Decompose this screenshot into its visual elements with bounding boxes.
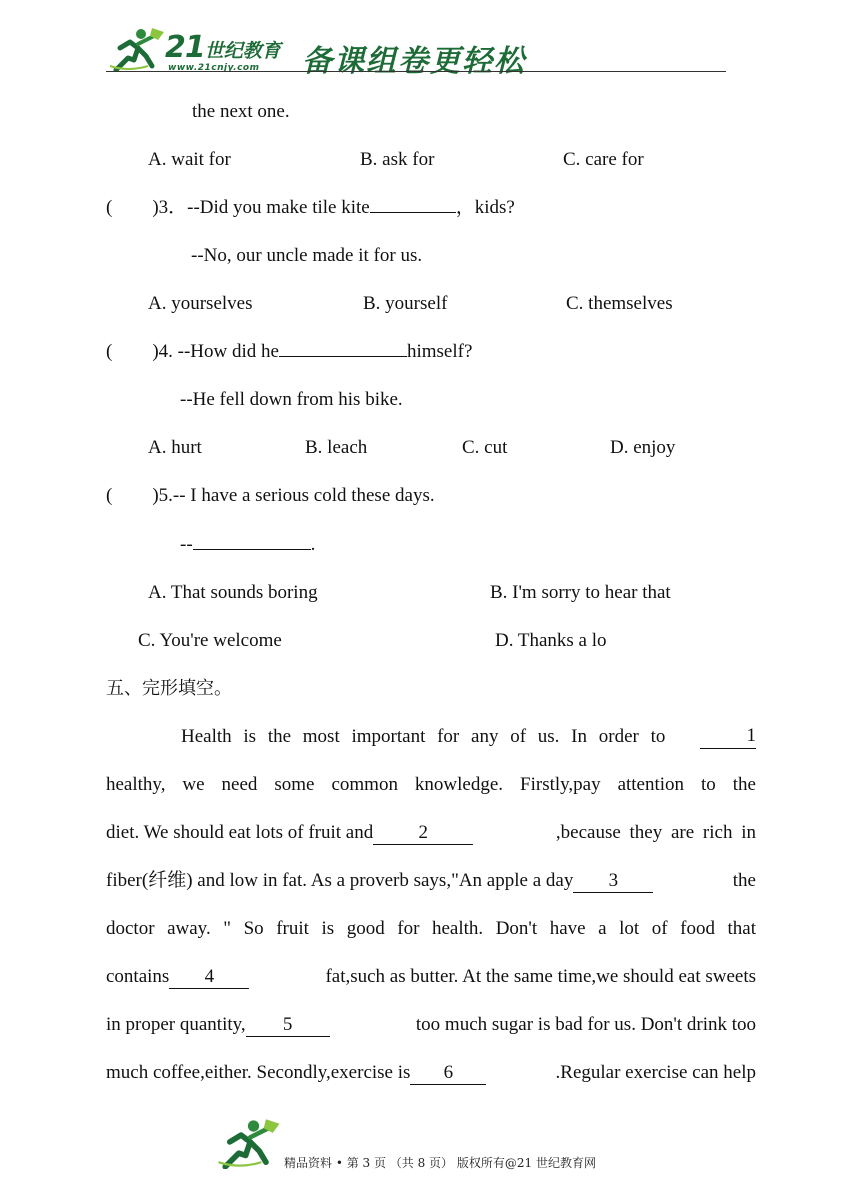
- q2-option-b: B. ask for: [360, 149, 435, 170]
- q4-option-a: A. hurt: [148, 437, 202, 458]
- brand-url: www.21cnjy.com: [168, 63, 260, 73]
- q3-prefix: )3．--Did you make tile kite: [152, 197, 370, 218]
- passage-text: diet. We should eat lots of fruit and: [106, 822, 374, 843]
- blank-1: 1: [700, 725, 756, 749]
- q3-blank: [370, 212, 456, 213]
- passage-text: the: [732, 870, 756, 891]
- q5-option-d: D. Thanks a lo: [495, 630, 607, 651]
- q4-option-c: C. cut: [462, 437, 508, 458]
- passage-text: contains: [106, 966, 170, 987]
- passage-line-6: [106, 965, 756, 989]
- passage-line-2: healthy, we need some common knowledge. Firstly,pay attention to the: [106, 774, 756, 795]
- q3-reply: --No, our uncle made it for us.: [191, 245, 423, 266]
- q5-reply-suffix: .: [310, 534, 316, 555]
- brand-mark: [165, 30, 281, 65]
- q3-suffix: ，kids?: [455, 197, 515, 218]
- passage-line-3: [106, 821, 756, 845]
- q4-paren-open: (: [106, 341, 113, 362]
- q4-prefix: )4. --How did he: [152, 341, 279, 362]
- q5-blank: [193, 549, 311, 550]
- passage-text: Health is the most important for any of us. In order to: [181, 726, 666, 747]
- footer-text: 精品资料 • 第 3 页 （共 8 页） 版权所有@21 世纪教育网: [284, 1156, 596, 1170]
- q5-paren-open: (: [106, 485, 113, 506]
- passage-line-4: [106, 869, 756, 893]
- q5-option-a: A. That sounds boring: [148, 582, 318, 603]
- q5-reply-prefix: --: [180, 534, 193, 555]
- q4-suffix: himself?: [406, 341, 473, 362]
- q4-blank: [279, 356, 407, 357]
- q3-option-a: A. yourselves: [148, 293, 253, 314]
- runner-logo-icon: [108, 26, 166, 72]
- q4-option-b: B. leach: [305, 437, 368, 458]
- footer-runner-logo-icon: [216, 1117, 282, 1169]
- q2-option-a: A. wait for: [148, 149, 231, 170]
- blank-4: 4: [169, 966, 249, 989]
- q5-prefix: )5.-- I have a serious cold these days.: [152, 485, 435, 506]
- passage-text: fat,such as butter. At the same time,we should eat sweets: [325, 966, 756, 987]
- passage-text: ,because they are rich in: [555, 822, 756, 843]
- header-rule: [106, 71, 726, 72]
- passage-line-5: doctor away. " So fruit is good for health. Don't have a lot of food that: [106, 918, 756, 939]
- q3-option-c: C. themselves: [566, 293, 673, 314]
- passage-text: fiber(纤维) and low in fat. As a proverb says,"An apple a day: [106, 870, 574, 891]
- q5-stem: [106, 484, 435, 508]
- passage-text: .Regular exercise can help: [555, 1062, 756, 1083]
- q3-paren-open: (: [106, 197, 113, 218]
- blank-6: 6: [410, 1062, 486, 1085]
- q2-option-c: C. care for: [563, 149, 644, 170]
- q5-reply: [180, 533, 315, 557]
- q3-stem: [106, 196, 515, 220]
- q4-stem: [106, 340, 472, 364]
- q4-reply: --He fell down from his bike.: [180, 389, 403, 410]
- slogan: 备课组卷更轻松: [302, 44, 526, 79]
- brand-number: 21: [165, 30, 205, 65]
- blank-3: 3: [573, 870, 653, 893]
- q3-option-b: B. yourself: [363, 293, 448, 314]
- q2-continuation: the next one.: [192, 101, 290, 122]
- passage-line-7: [106, 1013, 756, 1037]
- brand-name: 世纪教育: [204, 40, 281, 62]
- section-title: 五、完形填空。: [106, 678, 232, 699]
- blank-5: 5: [246, 1014, 330, 1037]
- q5-option-c: C. You're welcome: [138, 630, 282, 651]
- q4-option-d: D. enjoy: [610, 437, 676, 458]
- blank-2: 2: [373, 822, 473, 845]
- passage-line-8: [106, 1061, 756, 1085]
- q5-option-b: B. I'm sorry to hear that: [490, 582, 671, 603]
- passage-text: much coffee,either. Secondly,exercise is: [106, 1062, 411, 1083]
- passage-line-1: [181, 725, 756, 749]
- passage-text: in proper quantity,: [106, 1014, 246, 1035]
- passage-text: too much sugar is bad for us. Don't drink too: [415, 1014, 756, 1035]
